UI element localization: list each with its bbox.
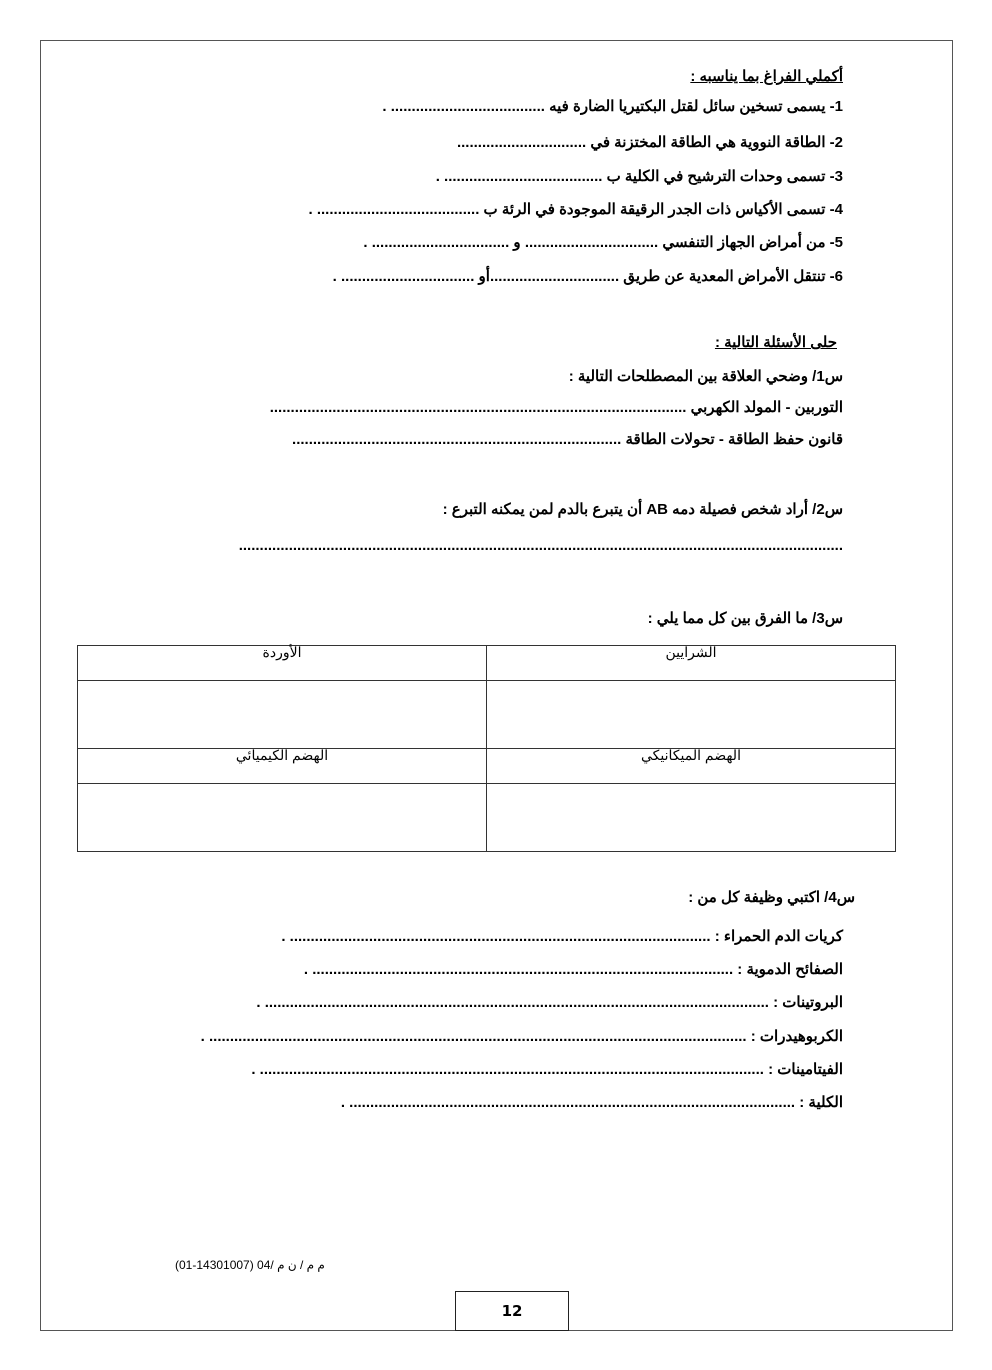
fill-blank-item: 6- تنتقل الأمراض المعدية عن طريق ...............................أو ................................ . bbox=[332, 268, 843, 285]
comparison-table bbox=[77, 645, 896, 852]
q4-item: كريات الدم الحمراء : ..................................................................................................... . bbox=[281, 928, 843, 945]
fill-blank-item: 1- يسمى تسخين سائل لقتل البكتيريا الضارة فيه ..................................... . bbox=[382, 98, 843, 115]
q1-item: التوربين - المولد الكهربي .................................................................................................... bbox=[269, 399, 843, 416]
table-cell bbox=[487, 784, 896, 852]
q4-item: الفيتامينات : ......................................................................................................................... . bbox=[251, 1061, 843, 1078]
page-number: 12 bbox=[455, 1291, 569, 1331]
table-header: الأوردة bbox=[78, 646, 487, 681]
q4-item: الكلية : ........................................................................................................... . bbox=[340, 1094, 843, 1111]
q4-item: الكربوهيدرات : ................................................................................................................................. . bbox=[200, 1028, 843, 1045]
fill-blank-title: أكملي الفراغ بما يناسبه : bbox=[690, 68, 843, 85]
fill-blank-item: 5- من أمراض الجهاز التنفسي ................................ و ................................. . bbox=[363, 234, 843, 251]
q2-answer-line: ................................................................................................................................................. bbox=[238, 537, 843, 554]
q4-item: البروتينات : ......................................................................................................................... . bbox=[256, 994, 843, 1011]
table-header: الشرايين bbox=[487, 646, 896, 681]
q4-item: الصفائح الدموية : ..................................................................................................... . bbox=[303, 961, 843, 978]
footer-code: (01-14301007) 04/ م م / ن م bbox=[175, 1258, 325, 1272]
q2-title: س2/ أراد شخص فصيلة دمه AB أن يتبرع بالدم لمن يمكنه التبرع : bbox=[442, 501, 843, 518]
table-cell bbox=[78, 681, 487, 749]
q1-title: س1/ وضحي العلاقة بين المصطلحات التالية : bbox=[568, 368, 843, 385]
q4-title: س4/ اكتبي وظيفة كل من : bbox=[688, 889, 855, 906]
questions-heading: حلى الأسئلة التالية : bbox=[714, 334, 837, 351]
table-cell bbox=[487, 681, 896, 749]
table-cell bbox=[78, 784, 487, 852]
fill-blank-item: 3- تسمى وحدات الترشيح في الكلية ب ...................................... . bbox=[435, 168, 843, 185]
q1-item: قانون حفظ الطاقة - تحولات الطاقة ............................................................................... bbox=[292, 431, 843, 448]
fill-blank-item: 2- الطاقة النووية هي الطاقة المختزنة في ............................... bbox=[456, 134, 843, 151]
table-header: الهضم الميكانيكي bbox=[487, 749, 896, 784]
q3-title: س3/ ما الفرق بين كل مما يلي : bbox=[647, 610, 843, 627]
table-header: الهضم الكيميائي bbox=[78, 749, 487, 784]
fill-blank-item: 4- تسمى الأكياس ذات الجدر الرقيقة الموجودة في الرئة ب ....................................... . bbox=[308, 201, 843, 218]
